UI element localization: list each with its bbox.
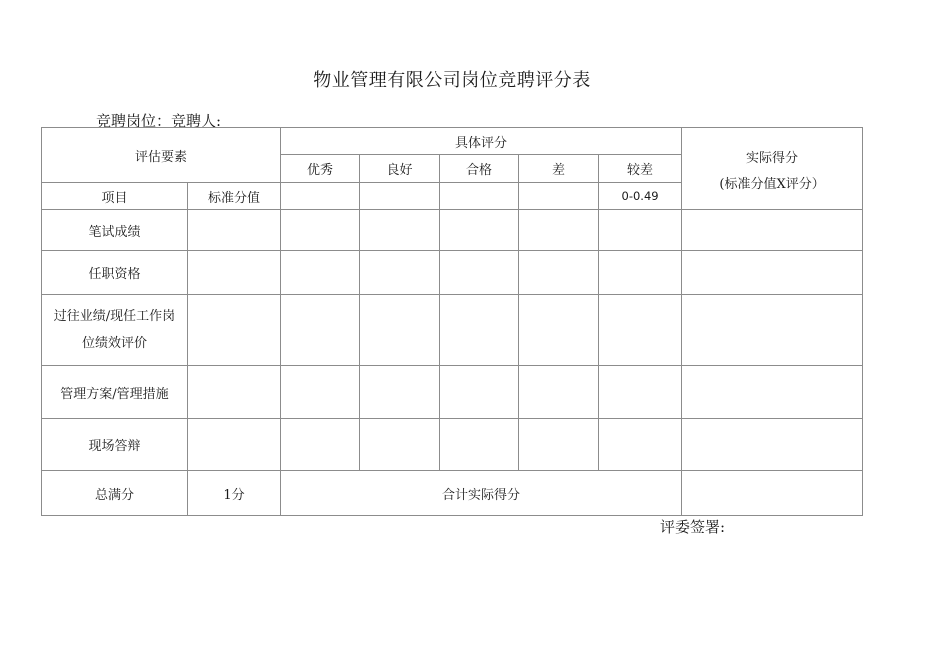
range-worse: 0-0.49 bbox=[599, 183, 682, 210]
grade-good: 良好 bbox=[360, 155, 440, 183]
grade-pass: 合格 bbox=[440, 155, 519, 183]
item-qualification: 任职资格 bbox=[42, 251, 188, 295]
item-on-site-defense: 现场答辩 bbox=[42, 419, 188, 471]
total-label: 总满分 bbox=[42, 471, 188, 516]
total-actual-value bbox=[682, 471, 863, 516]
table-row bbox=[42, 419, 863, 471]
item-past-performance: 过往业绩/现任工作岗位绩效评价 bbox=[42, 295, 188, 366]
range-pass bbox=[440, 183, 519, 210]
total-actual-label: 合计实际得分 bbox=[281, 471, 682, 516]
table-row bbox=[42, 251, 863, 295]
grade-excellent: 优秀 bbox=[281, 155, 360, 183]
score-table bbox=[41, 127, 863, 516]
judge-signature: 评委签署: bbox=[660, 518, 726, 536]
range-good bbox=[360, 183, 440, 210]
table-row bbox=[42, 366, 863, 419]
grade-poor: 差 bbox=[519, 155, 599, 183]
table-row bbox=[42, 295, 863, 366]
item-management-plan: 管理方案/管理措施 bbox=[42, 366, 188, 419]
specific-score-header: 具体评分 bbox=[281, 128, 682, 155]
actual-score-header bbox=[682, 128, 863, 210]
range-excellent bbox=[281, 183, 360, 210]
total-value: 1分 bbox=[188, 471, 281, 516]
table-row bbox=[42, 210, 863, 251]
standard-score-header: 标准分值 bbox=[188, 183, 281, 210]
range-poor bbox=[519, 183, 599, 210]
evaluation-elements-header: 评估要素 bbox=[42, 128, 281, 183]
document-title: 物业管理有限公司岗位竞聘评分表 bbox=[313, 70, 591, 91]
item-header: 项目 bbox=[42, 183, 188, 210]
total-row bbox=[42, 471, 863, 516]
position-applicant-line: 竞聘岗位：竞聘人: bbox=[96, 112, 222, 130]
actual-score-title: 实际得分 bbox=[746, 151, 799, 166]
grade-worse: 较差 bbox=[599, 155, 682, 183]
actual-score-formula: (标准分值X评分） bbox=[719, 177, 825, 192]
item-written-test: 笔试成绩 bbox=[42, 210, 188, 251]
